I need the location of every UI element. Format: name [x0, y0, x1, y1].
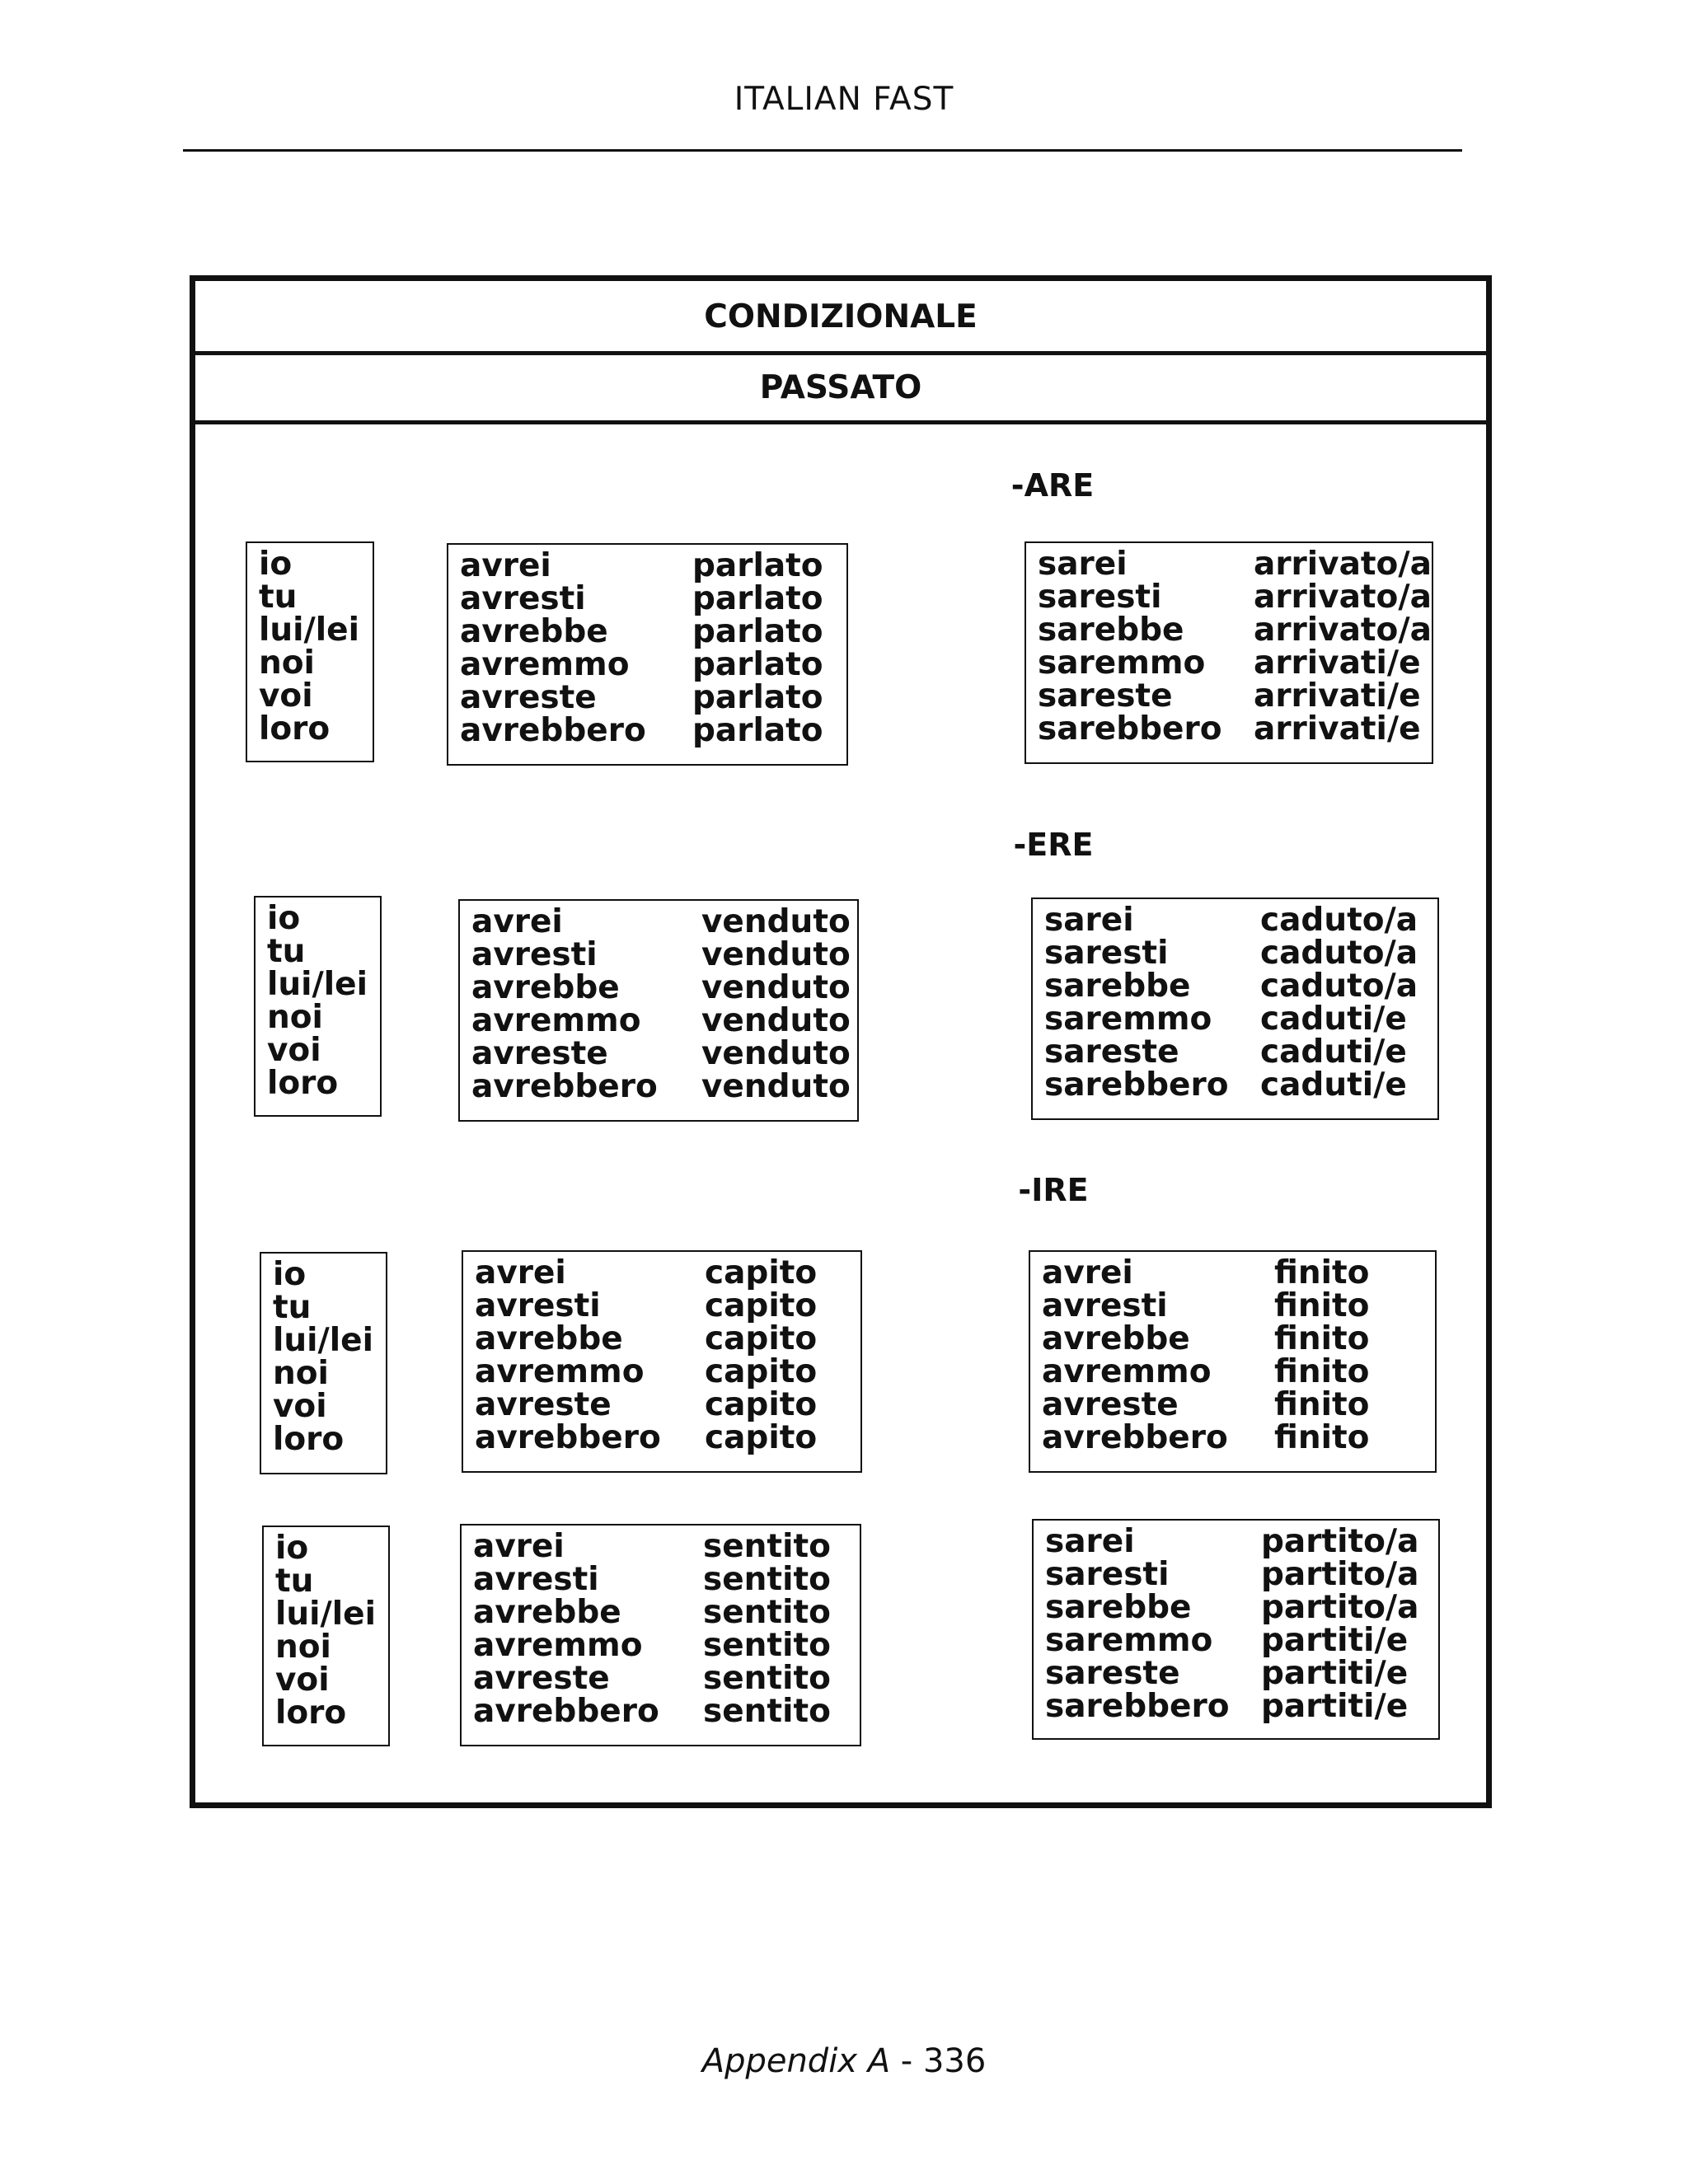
conjugation-row: [1044, 937, 1437, 970]
conjugation-row: [471, 936, 857, 973]
past-participle: venduto: [701, 936, 851, 973]
auxiliary-verb: avresti: [1042, 1287, 1168, 1324]
pronoun: loro: [275, 1694, 347, 1732]
conjugation-row: [471, 1035, 857, 1072]
past-participle: arrivati/e: [1254, 677, 1421, 715]
past-participle: caduti/e: [1260, 1066, 1407, 1104]
past-participle: arrivati/e: [1254, 710, 1421, 748]
auxiliary-verb: sarebbero: [1044, 1066, 1229, 1104]
past-participle: parlato: [692, 646, 823, 683]
auxiliary-verb: sarei: [1038, 546, 1128, 583]
past-participle: sentito: [703, 1627, 831, 1664]
conjugation-row: [475, 1419, 860, 1456]
conjugation-row: [473, 1563, 860, 1596]
past-participle: sentito: [703, 1528, 831, 1565]
conjugation-row: [473, 1629, 860, 1662]
pronoun: voi: [259, 677, 313, 715]
auxiliary-verb: saremmo: [1045, 1622, 1213, 1659]
conjugation-row: [471, 969, 857, 1006]
conjugation-row: [460, 613, 846, 650]
pronoun: noi: [275, 1629, 331, 1666]
conjugation-row: [475, 1287, 860, 1324]
conjugation-row: [473, 1662, 860, 1695]
past-participle: parlato: [692, 547, 823, 584]
pronoun: voi: [273, 1388, 327, 1425]
past-participle: parlato: [692, 580, 823, 617]
conjugation-row: [471, 903, 857, 940]
auxiliary-verb: avrebbe: [475, 1320, 623, 1357]
conjugation-row: [475, 1320, 860, 1357]
auxiliary-verb: saresti: [1038, 579, 1162, 616]
pronoun: voi: [275, 1661, 330, 1699]
table-title: CONDIZIONALE: [195, 281, 1486, 355]
pronoun-box: [260, 1252, 387, 1474]
past-participle: caduto/a: [1260, 902, 1418, 939]
conjugation-row: [473, 1596, 860, 1629]
footer-separator: -: [890, 2042, 923, 2080]
past-participle: caduti/e: [1260, 1001, 1407, 1038]
conjugation-row: [1042, 1287, 1435, 1324]
past-participle: capito: [705, 1353, 818, 1390]
past-participle: sentito: [703, 1693, 831, 1730]
auxiliary-verb: avrebbero: [460, 712, 646, 749]
auxiliary-verb: avreste: [475, 1386, 612, 1423]
auxiliary-verb: avrebbe: [473, 1594, 621, 1631]
essere-conjugation-box: [1032, 1519, 1440, 1740]
conjugation-row: [460, 580, 846, 617]
conjugation-row: [1045, 1558, 1438, 1591]
auxiliary-verb: avrebbero: [475, 1419, 661, 1456]
past-participle: partiti/e: [1261, 1688, 1409, 1725]
past-participle: venduto: [701, 1068, 851, 1105]
conjugation-row: [1038, 710, 1432, 748]
pronoun: io: [267, 900, 301, 937]
past-participle: partito/a: [1261, 1589, 1419, 1626]
conjugation-row: [473, 1530, 860, 1563]
auxiliary-verb: avresti: [475, 1287, 601, 1324]
auxiliary-verb: avreste: [473, 1660, 610, 1697]
avere-conjugation-box: [458, 899, 859, 1122]
past-participle: finito: [1274, 1386, 1370, 1423]
auxiliary-verb: avremmo: [471, 1002, 641, 1039]
auxiliary-verb: saremmo: [1038, 644, 1206, 682]
section-label-ire: -IRE: [1018, 1172, 1089, 1208]
conjugation-row: [475, 1353, 860, 1390]
section-label-are: -ARE: [1010, 467, 1095, 504]
past-participle: venduto: [701, 903, 851, 940]
past-participle: partiti/e: [1261, 1622, 1409, 1659]
past-participle: finito: [1274, 1287, 1370, 1324]
auxiliary-verb: sarei: [1045, 1523, 1135, 1560]
auxiliary-verb: avrei: [460, 547, 551, 584]
conjugation-row: [1044, 1003, 1437, 1036]
conjugation-row: [460, 646, 846, 683]
auxiliary-verb: avrebbe: [1042, 1320, 1190, 1357]
running-head-title: ITALIAN FAST: [734, 81, 954, 118]
conjugation-row: [1038, 581, 1432, 614]
past-participle: finito: [1274, 1254, 1370, 1291]
page-number: 336: [922, 2042, 987, 2080]
past-participle: arrivato/a: [1254, 546, 1432, 583]
past-participle: parlato: [692, 679, 823, 716]
past-participle: partito/a: [1261, 1523, 1419, 1560]
avere-conjugation-box: [462, 1250, 862, 1473]
auxiliary-verb: avremmo: [473, 1627, 643, 1664]
essere-conjugation-box: [1025, 541, 1433, 764]
conjugation-row: [1045, 1591, 1438, 1624]
auxiliary-verb: sarebbero: [1038, 710, 1222, 748]
conjugation-row: [1042, 1254, 1435, 1291]
past-participle: venduto: [701, 1035, 851, 1072]
avere-conjugation-box: [460, 1524, 861, 1746]
pronoun: voi: [267, 1032, 321, 1069]
pronoun: lui/lei: [275, 1596, 376, 1633]
pronoun-box: [246, 541, 374, 762]
past-participle: caduto/a: [1260, 968, 1418, 1005]
avere-conjugation-box: [1029, 1250, 1437, 1473]
pronoun: noi: [267, 999, 323, 1036]
conjugation-row: [475, 1254, 860, 1291]
pronoun: io: [259, 546, 293, 583]
auxiliary-verb: sarebbero: [1045, 1688, 1230, 1725]
conjugation-row: [1042, 1386, 1435, 1423]
auxiliary-verb: avresti: [473, 1561, 599, 1598]
past-participle: sentito: [703, 1561, 831, 1598]
auxiliary-verb: sarebbe: [1044, 968, 1191, 1005]
pronoun-box: [254, 896, 382, 1117]
conjugation-table: [190, 275, 1492, 1808]
conjugation-row: [1044, 904, 1437, 937]
pronoun: noi: [259, 644, 315, 682]
conjugation-row: [1042, 1320, 1435, 1357]
conjugation-row: [1045, 1624, 1438, 1657]
past-participle: finito: [1274, 1419, 1370, 1456]
pronoun: io: [273, 1256, 307, 1293]
conjugation-row: [460, 547, 846, 584]
conjugation-row: [1038, 548, 1432, 581]
pronoun: lui/lei: [259, 612, 359, 649]
past-participle: caduto/a: [1260, 935, 1418, 972]
pronoun: lui/lei: [273, 1322, 373, 1359]
auxiliary-verb: avremmo: [1042, 1353, 1212, 1390]
past-participle: venduto: [701, 969, 851, 1006]
past-participle: parlato: [692, 712, 823, 749]
past-participle: finito: [1274, 1320, 1370, 1357]
conjugation-row: [1044, 1033, 1437, 1071]
past-participle: caduti/e: [1260, 1033, 1407, 1071]
past-participle: venduto: [701, 1002, 851, 1039]
section-label-ere: -ERE: [1013, 827, 1094, 863]
auxiliary-verb: sarebbe: [1045, 1589, 1192, 1626]
past-participle: capito: [705, 1386, 818, 1423]
auxiliary-verb: avrei: [471, 903, 563, 940]
avere-conjugation-box: [447, 543, 848, 766]
auxiliary-verb: avresti: [460, 580, 586, 617]
conjugation-row: [1042, 1419, 1435, 1456]
conjugation-row: [1045, 1690, 1438, 1723]
auxiliary-verb: avrei: [475, 1254, 566, 1291]
auxiliary-verb: avremmo: [475, 1353, 645, 1390]
conjugation-row: [1038, 677, 1432, 715]
conjugation-row: [471, 1002, 857, 1039]
pronoun: tu: [275, 1563, 314, 1600]
pronoun: lui/lei: [267, 966, 368, 1003]
auxiliary-verb: avresti: [471, 936, 598, 973]
pronoun: io: [275, 1530, 309, 1567]
conjugation-row: [1045, 1657, 1438, 1690]
pronoun: loro: [267, 1065, 339, 1102]
pronoun: loro: [273, 1421, 345, 1458]
past-participle: sentito: [703, 1594, 831, 1631]
auxiliary-verb: saresti: [1045, 1556, 1170, 1593]
conjugation-row: [1044, 1066, 1437, 1104]
conjugation-row: [1038, 644, 1432, 682]
appendix-label: Appendix A: [701, 2042, 891, 2080]
past-participle: capito: [705, 1419, 818, 1456]
auxiliary-verb: avrebbero: [473, 1693, 659, 1730]
auxiliary-verb: avrebbe: [471, 969, 620, 1006]
conjugation-row: [1044, 970, 1437, 1003]
header-rule: [183, 149, 1462, 152]
conjugation-row: [475, 1386, 860, 1423]
auxiliary-verb: avreste: [1042, 1386, 1179, 1423]
conjugation-row: [473, 1695, 860, 1728]
auxiliary-verb: saresti: [1044, 935, 1169, 972]
conjugation-row: [460, 712, 846, 749]
past-participle: finito: [1274, 1353, 1370, 1390]
pronoun: tu: [273, 1289, 312, 1326]
past-participle: capito: [705, 1254, 818, 1291]
past-participle: arrivati/e: [1254, 644, 1421, 682]
pronoun-box: [262, 1526, 390, 1746]
auxiliary-verb: avreste: [471, 1035, 608, 1072]
past-participle: arrivato/a: [1254, 579, 1432, 616]
auxiliary-verb: sareste: [1045, 1655, 1180, 1692]
conjugation-row: [1038, 614, 1432, 647]
auxiliary-verb: sareste: [1044, 1033, 1179, 1071]
past-participle: partito/a: [1261, 1556, 1419, 1593]
past-participle: parlato: [692, 613, 823, 650]
essere-conjugation-box: [1031, 898, 1439, 1120]
pronoun: noi: [273, 1355, 329, 1392]
past-participle: partiti/e: [1261, 1655, 1409, 1692]
past-participle: sentito: [703, 1660, 831, 1697]
auxiliary-verb: avrei: [1042, 1254, 1133, 1291]
auxiliary-verb: avrebbe: [460, 613, 608, 650]
conjugation-row: [1045, 1523, 1438, 1560]
past-participle: arrivato/a: [1254, 612, 1432, 649]
conjugation-row: [471, 1068, 857, 1105]
past-participle: capito: [705, 1320, 818, 1357]
auxiliary-verb: sarebbe: [1038, 612, 1184, 649]
conjugation-row: [1042, 1353, 1435, 1390]
auxiliary-verb: avremmo: [460, 646, 630, 683]
auxiliary-verb: sarei: [1044, 902, 1134, 939]
auxiliary-verb: sareste: [1038, 677, 1173, 715]
pronoun: loro: [259, 710, 331, 748]
table-subtitle: PASSATO: [195, 355, 1486, 424]
auxiliary-verb: avreste: [460, 679, 597, 716]
conjugation-row: [460, 679, 846, 716]
pronoun: tu: [267, 933, 306, 970]
page-footer: [0, 2042, 1688, 2080]
auxiliary-verb: avrebbero: [471, 1068, 658, 1105]
auxiliary-verb: avrebbero: [1042, 1419, 1228, 1456]
past-participle: capito: [705, 1287, 818, 1324]
auxiliary-verb: saremmo: [1044, 1001, 1212, 1038]
pronoun: tu: [259, 579, 298, 616]
auxiliary-verb: avrei: [473, 1528, 565, 1565]
